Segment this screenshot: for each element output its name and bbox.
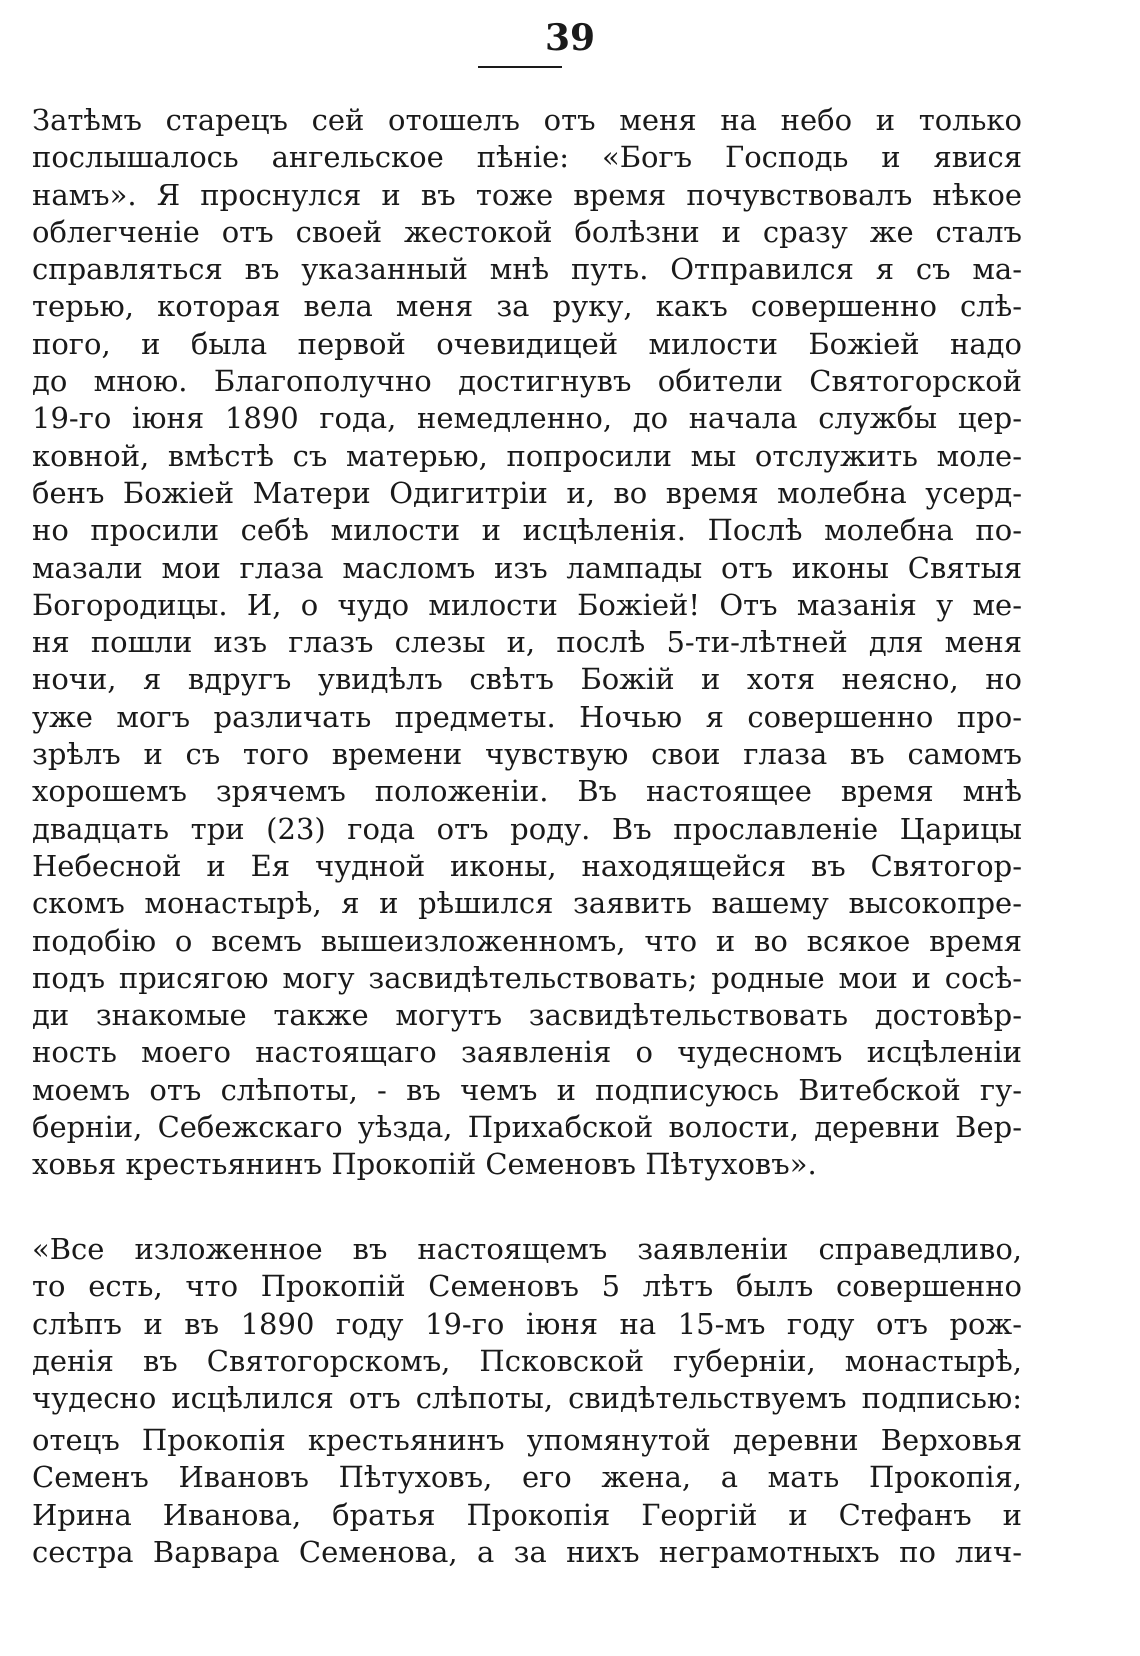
text-line: но просили себѣ милости и исцѣленія. Послѣ молебна по- [32, 513, 1022, 548]
text-line: зрѣлъ и съ того времени чувствую свои глаза въ самомъ [32, 737, 1022, 772]
text-line: то есть, что Прокопій Семеновъ 5 лѣтъ былъ совершенно [32, 1269, 1022, 1304]
text-line: ня пошли изъ глазъ слезы и, послѣ 5-ти-лѣтней для меня [32, 625, 1022, 660]
text-line: пого, и была первой очевидицей милости Божіей надо [32, 326, 1022, 361]
text-line: послышалось ангельское пѣніе: «Богъ Господь и явися [32, 140, 1022, 175]
text-line: моемъ отъ слѣпоты, - въ чемъ и подписуюсь Витебской гу- [32, 1072, 1022, 1107]
text-line: терью, которая вела меня за руку, какъ совершенно слѣ- [32, 289, 1022, 324]
text-line: 19-го іюня 1890 года, немедленно, до начала службы цер- [32, 401, 1022, 436]
text-line: денія въ Святогорскомъ, Псковской губерніи, монастырѣ, [32, 1343, 1022, 1378]
text-line: «Все изложенное въ настоящемъ заявленіи справедливо, [32, 1232, 1022, 1266]
text-line: сестра Варвара Семенова, а за нихъ неграмотныхъ по лич- [32, 1534, 1022, 1569]
text-line: ность моего настоящаго заявленія о чудесномъ исцѣленіи [32, 1035, 1022, 1070]
text-line: ночи, я вдругъ увидѣлъ свѣтъ Божій и хотя неясно, но [32, 662, 1022, 697]
text-line: Небесной и Ея чудной иконы, находящейся въ Святогор- [32, 848, 1022, 883]
text-line: ховья крестьянинъ Прокопій Семеновъ Пѣтуховъ». [32, 1147, 817, 1182]
text-line: уже могъ различать предметы. Ночью я совершенно про- [32, 699, 1022, 734]
paragraph-attestation [32, 1231, 1022, 1417]
page-number: 39 [544, 17, 596, 59]
text-line: хорошемъ зрячемъ положеніи. Въ настоящее время мнѣ [32, 774, 1022, 809]
text-line: берніи, Себежскаго уѣзда, Прихабской волости, деревни Вер- [32, 1110, 1022, 1145]
text-line: ди знакомые также могутъ засвидѣтельствовать достовѣр- [32, 998, 1022, 1033]
text-line: Ирина Иванова, братья Прокопія Георгій и Стефанъ и [32, 1497, 1022, 1532]
page-number-underline [478, 66, 562, 68]
text-line: Затѣмъ старецъ сей отошелъ отъ меня на небо и только [32, 103, 1022, 137]
text-line: подъ присягою могу засвидѣтельствовать; родные мои и сосѣ- [32, 960, 1022, 995]
text-line: слѣпъ и въ 1890 году 19-го іюня на 15-мъ году отъ рож- [32, 1306, 1022, 1341]
text-line: отецъ Прокопія крестьянинъ упомянутой деревни Верховья [32, 1423, 1022, 1457]
paragraph-testimony [32, 102, 1022, 1184]
text-line: чудесно исцѣлился отъ слѣпоты, свидѣтельствуемъ подписью: [32, 1381, 1022, 1416]
text-line: Богородицы. И, о чудо милости Божіей! Отъ мазанія у ме- [32, 587, 1022, 622]
text-line: скомъ монастырѣ, я и рѣшился заявить вашему высокопре- [32, 886, 1022, 921]
text-line: двадцать три (23) года отъ роду. Въ прославленіе Царицы [32, 811, 1022, 846]
text-line: до мною. Благополучно достигнувъ обители Святогорской [32, 364, 1022, 399]
text-line: бенъ Божіей Матери Одигитріи и, во время молебна усерд- [32, 475, 1022, 510]
text-line: подобію о всемъ вышеизложенномъ, что и во всякое время [32, 923, 1022, 958]
text-line: ковной, вмѣстѣ съ матерью, попросили мы отслужить моле- [32, 438, 1022, 473]
text-line: мазали мои глаза масломъ изъ лампады отъ иконы Святыя [32, 550, 1022, 585]
text-line: намъ». Я проснулся и въ тоже время почувствовалъ нѣкое [32, 177, 1022, 212]
text-line: облегченіе отъ своей жестокой болѣзни и сразу же сталъ [32, 214, 1022, 249]
text-line: справляться въ указанный мнѣ путь. Отправился я съ ма- [32, 252, 1022, 287]
text-line: Семенъ Ивановъ Пѣтуховъ, его жена, а мать Прокопія, [32, 1460, 1022, 1495]
paragraph-signatories [32, 1422, 1022, 1571]
